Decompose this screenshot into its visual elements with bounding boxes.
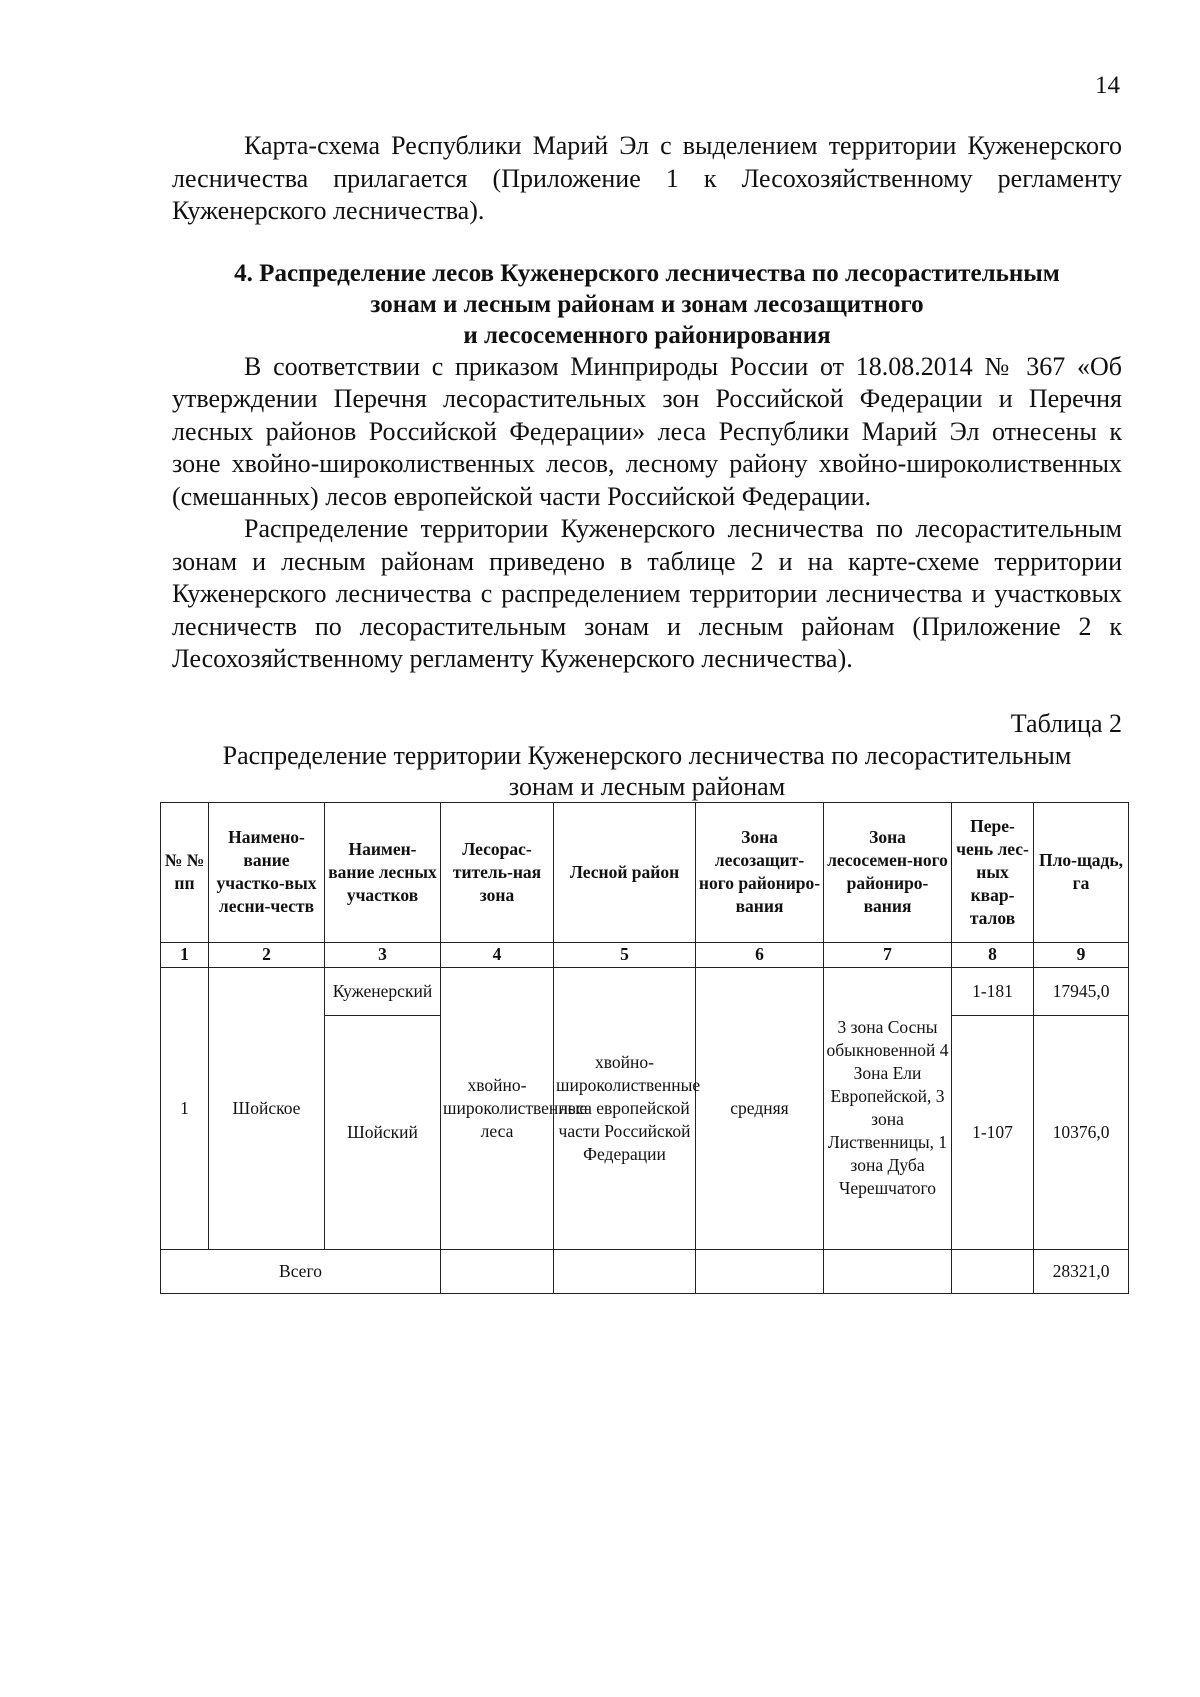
body-paragraph: Распределение территории Куженерского лесничества по лесорастительным зонам и лесным районам приведено в таблице 2 и на карте-схеме территории Куженерского лесничества с распределением территории лесничества и участковых лесничеств по лесорастительным зонам и лесным районам (Приложение 2 к Лесохозяйственному регламенту Куженерского лесничества). [172,514,1122,673]
area-cell: 17945,0 [1034,967,1129,1015]
body-paragraph: В соответствии с приказом Минприроды России от 18.08.2014 № 367 «Об утверждении Перечня лесорастительных зон Российской Федерации и Перечня лесных районов Российской Федерации» леса Республики Марий Эл отнесены к зоне хвойно-широколиственных лесов, лесному району хвойно-широколиственных (смешанных) лесов европейской части Российской Федерации. [172,351,1122,511]
table-title-line: зонам и лесным районам [508,771,786,801]
empty-cell [952,1249,1034,1293]
table-row [161,967,1129,1015]
header-cell: Зона лесосемен-ного райониро-вания [824,802,952,942]
empty-cell [696,1249,824,1293]
header-cell: Зона лесозащит-ного райониро-вания [696,802,824,942]
document-body [164,130,1123,1294]
intro-paragraph: Карта-схема Республики Марий Эл с выделением территории Куженерского лесничества прилагается (Приложение 1 к Лесохозяйственному регламенту Куженерского лесничества). [172,131,1122,225]
total-area-cell: 28321,0 [1034,1249,1129,1293]
plot-name-cell: Шойский [325,1015,441,1249]
total-label-cell: Всего [161,1249,441,1293]
zone-cell: хвойно-широколиственные леса [441,967,554,1249]
header-cell: Наимен-вание лесных участков [325,802,441,942]
column-number: 9 [1034,942,1129,967]
heading-line: 4. Распределение лесов Куженерского лесничества по лесорастительным [234,259,1060,287]
region-cell: хвойно-широколиственные леса европейской части Российской Федерации [554,967,696,1249]
column-number: 1 [161,942,209,967]
header-cell: Пере-чень лес-ных квар-талов [952,802,1034,942]
total-row [161,1249,1129,1293]
header-cell: Наимено-вание участко-вых лесни-честв [209,802,325,942]
header-cell: № № пп [161,802,209,942]
column-number: 3 [325,942,441,967]
empty-cell [824,1249,952,1293]
table-title-line: Распределение территории Куженерского лесничества по лесорастительным [222,740,1072,770]
column-number: 6 [696,942,824,967]
row-number-cell: 1 [161,967,209,1249]
section-heading [172,258,1122,351]
header-cell: Лесной район [554,802,696,942]
table-title [172,740,1122,802]
column-number-row [161,942,1129,967]
column-number: 4 [441,942,554,967]
quarters-cell: 1-107 [952,1015,1034,1249]
quarters-cell: 1-181 [952,967,1034,1015]
table-header-row [161,802,1129,942]
column-number: 2 [209,942,325,967]
column-number: 8 [952,942,1034,967]
column-number: 7 [824,942,952,967]
forest-distribution-table [160,802,1129,1294]
header-cell: Лесорас-титель-ная зона [441,802,554,942]
forestry-cell: Шойское [209,967,325,1249]
protection-zone-cell: средняя [696,967,824,1249]
page-number: 14 [1095,72,1120,99]
empty-cell [441,1249,554,1293]
plot-name-cell: Куженерский [325,967,441,1015]
empty-cell [554,1249,696,1293]
seed-zone-cell: 3 зона Сосны обыкновенной 4 Зона Ели Европейской, 3 зона Лиственницы, 1 зона Дуба Черешчатого [824,967,952,1249]
area-cell: 10376,0 [1034,1015,1129,1249]
heading-line: и лесосеменного районирования [463,321,831,349]
header-cell: Пло-щадь, га [1034,802,1129,942]
table-label: Таблица 2 [1010,708,1122,738]
heading-line: зонам и лесным районам и зонам лесозащитного [370,290,924,318]
column-number: 5 [554,942,696,967]
